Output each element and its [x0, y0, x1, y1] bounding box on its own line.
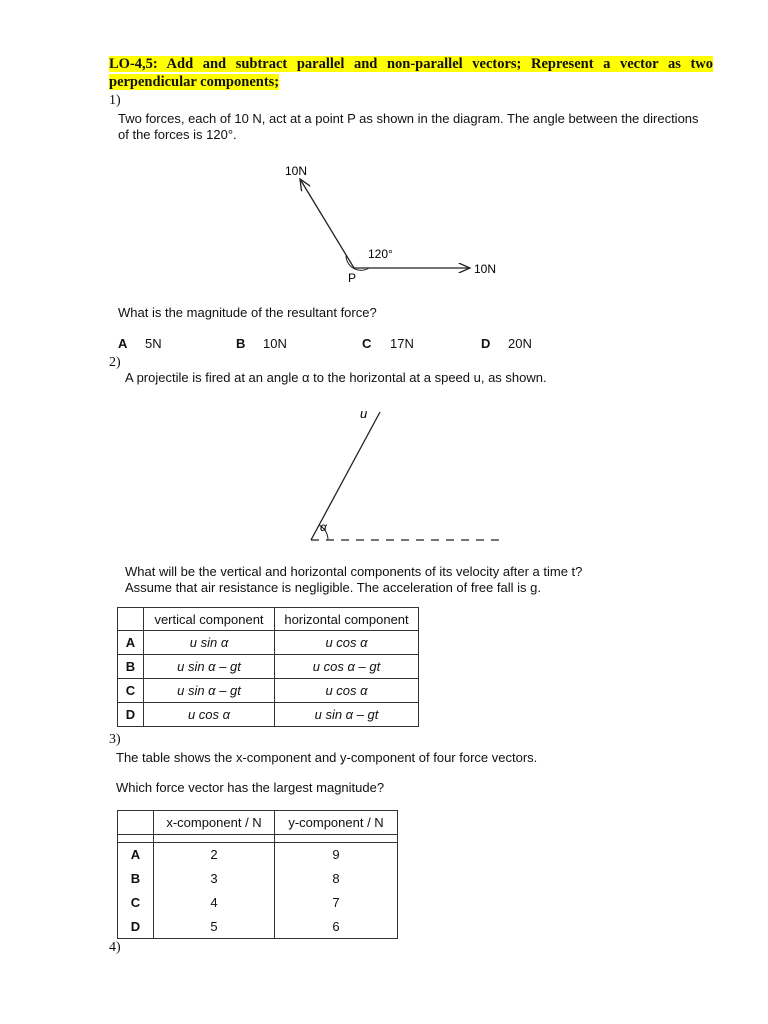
option-a-letter: A: [118, 336, 128, 351]
option-b-letter: B: [236, 336, 246, 351]
row-letter: C: [118, 891, 154, 915]
question-1-text: Two forces, each of 10 N, act at a point P as shown in the diagram. The angle between the directions of the forces is 120°.: [118, 111, 699, 142]
table-header-row: [118, 811, 398, 835]
vertical-value: u sin α: [144, 631, 275, 655]
x-value: 2: [154, 843, 275, 867]
vertical-value: u sin α – gt: [144, 679, 275, 703]
option-c-letter: C: [362, 336, 372, 351]
question-2-text: A projectile is fired at an angle α to the horizontal at a speed u, as shown.: [125, 370, 547, 385]
question-3-prompt: Which force vector has the largest magnitude?: [116, 780, 385, 795]
projectile-diagram: [290, 400, 510, 550]
table-row: [118, 867, 398, 891]
label-angle: 120°: [368, 247, 393, 261]
table-row: [118, 631, 419, 655]
question-1-options: [118, 336, 558, 352]
question-2-number: 2): [109, 355, 121, 370]
row-letter: A: [118, 631, 144, 655]
label-point: P: [348, 271, 357, 285]
question-2-prompt-line2: Assume that air resistance is negligible. The acceleration of free fall is g.: [125, 580, 541, 595]
y-value: 9: [275, 843, 398, 867]
header-y-component: y-component / N: [275, 811, 398, 835]
label-top-force: 10N: [285, 164, 308, 178]
horizontal-value: u cos α: [275, 631, 419, 655]
option-a-value: 5N: [145, 336, 162, 351]
row-letter: C: [118, 679, 144, 703]
velocity-components-table: [117, 607, 419, 727]
label-u: u: [360, 406, 368, 421]
option-d-letter: D: [481, 336, 491, 351]
row-letter: B: [118, 867, 154, 891]
option-c-value: 17N: [390, 336, 414, 351]
vertical-value: u sin α – gt: [144, 655, 275, 679]
y-value: 8: [275, 867, 398, 891]
question-3-text: The table shows the x-component and y-component of four force vectors.: [116, 750, 538, 765]
heading-text: LO-4,5: Add and subtract parallel and non-parallel vectors; Represent a vector as two perpendicular components;: [109, 56, 713, 90]
table-row: [118, 915, 398, 939]
row-letter: A: [118, 843, 154, 867]
force-vector-up-left: [300, 179, 354, 268]
horizontal-value: u cos α – gt: [275, 655, 419, 679]
option-b-value: 10N: [263, 336, 287, 351]
y-value: 7: [275, 891, 398, 915]
question-1-number: 1): [109, 93, 121, 108]
header-x-component: x-component / N: [154, 811, 275, 835]
row-letter: D: [118, 703, 144, 727]
table-row: [118, 703, 419, 727]
vertical-value: u cos α: [144, 703, 275, 727]
label-right-force: 10N: [474, 262, 497, 276]
force-components-table: [117, 810, 398, 939]
question-3-number: 3): [109, 732, 121, 747]
question-2-prompt-line1: What will be the vertical and horizontal components of its velocity after a time t?: [125, 564, 583, 579]
x-value: 5: [154, 915, 275, 939]
question-1-prompt: What is the magnitude of the resultant force?: [118, 305, 377, 320]
row-letter: B: [118, 655, 144, 679]
table-row: [118, 655, 419, 679]
horizontal-value: u sin α – gt: [275, 703, 419, 727]
horizontal-value: u cos α: [275, 679, 419, 703]
question-4-number: 4): [109, 940, 121, 955]
table-row: [118, 679, 419, 703]
label-alpha: α: [320, 520, 327, 534]
table-row: [118, 891, 398, 915]
y-value: 6: [275, 915, 398, 939]
force-diagram: [270, 160, 520, 290]
row-letter: D: [118, 915, 154, 939]
x-value: 4: [154, 891, 275, 915]
table-header-row: [118, 608, 419, 631]
learning-objective-heading: [109, 55, 713, 91]
header-vertical: vertical component: [144, 608, 275, 631]
x-value: 3: [154, 867, 275, 891]
table-row: [118, 843, 398, 867]
option-d-value: 20N: [508, 336, 532, 351]
header-horizontal: horizontal component: [275, 608, 419, 631]
